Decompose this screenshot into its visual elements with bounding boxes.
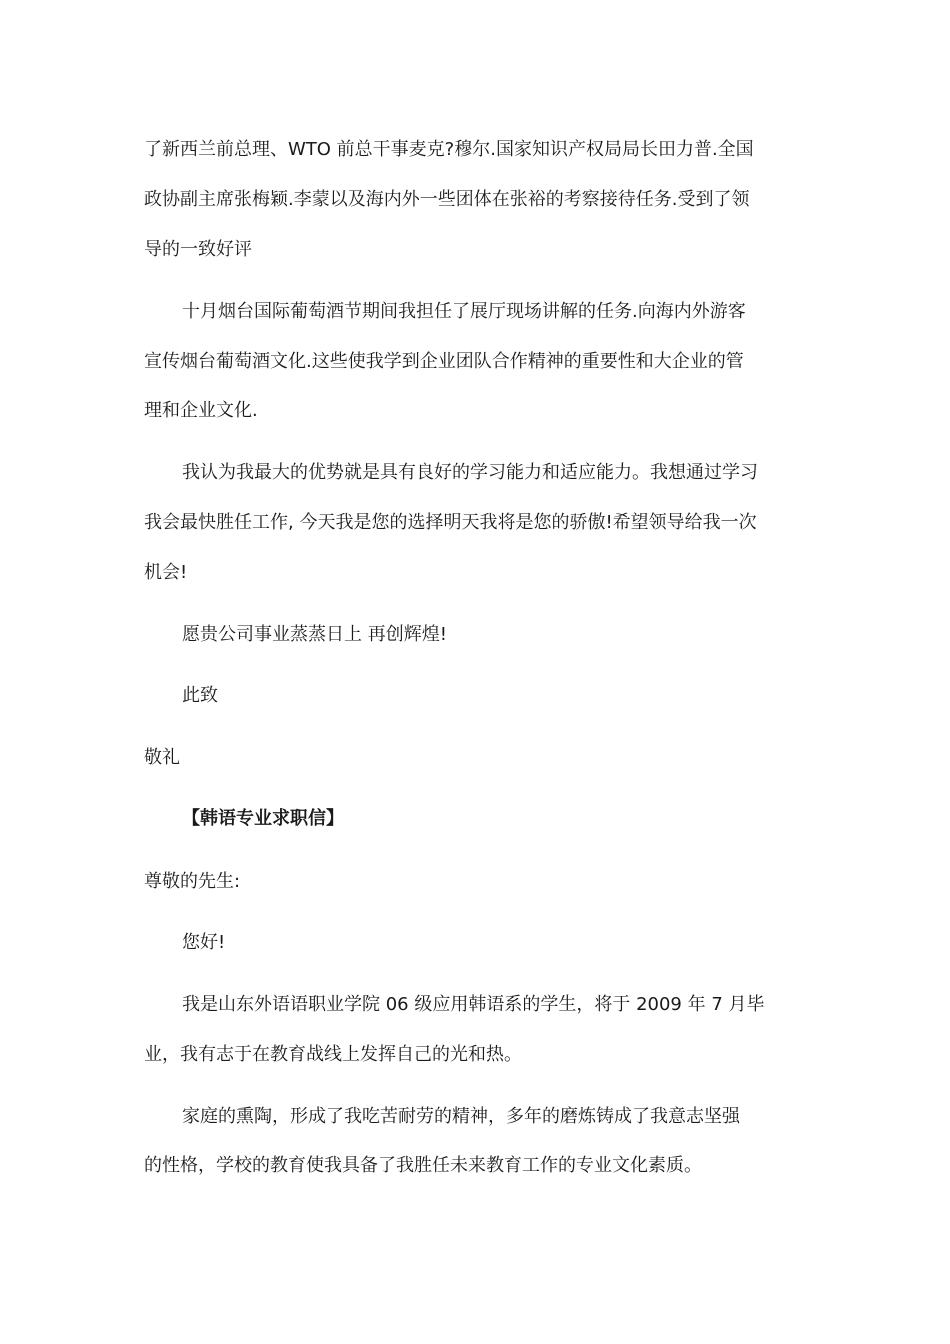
paragraph-line: 的性格，学校的教育使我具备了我胜任未来教育工作的专业文化素质。 bbox=[144, 1155, 702, 1176]
paragraph-line: 十月烟台国际葡萄酒节期间我担任了展厅现场讲解的任务.向海内外游客 bbox=[182, 301, 746, 322]
paragraph-line: 了新西兰前总理、WTO 前总干事麦克?穆尔.国家知识产权局局长田力普.全国 bbox=[144, 139, 754, 160]
paragraph-line: 宣传烟台葡萄酒文化.这些使我学到企业团队合作精神的重要性和大企业的管 bbox=[144, 351, 744, 372]
paragraph-line: 机会! bbox=[144, 562, 188, 583]
greeting: 您好! bbox=[182, 932, 226, 953]
closing-wish: 愿贵公司事业蒸蒸日上 再创辉煌! bbox=[182, 624, 447, 645]
closing-jing-li: 敬礼 bbox=[144, 747, 180, 768]
salutation: 尊敬的先生: bbox=[144, 871, 241, 892]
paragraph-line: 政协副主席张梅颖.李蒙以及海内外一些团体在张裕的考察接待任务.受到了领 bbox=[144, 189, 750, 210]
closing-ci-zhi: 此致 bbox=[182, 685, 218, 706]
paragraph-line: 我会最快胜任工作, 今天我是您的选择明天我将是您的骄傲!希望领导给我一次 bbox=[144, 512, 757, 533]
paragraph-line: 我是山东外语语职业学院 06 级应用韩语系的学生，将于 2009 年 7 月毕 bbox=[182, 994, 765, 1015]
paragraph-line: 理和企业文化. bbox=[144, 400, 258, 421]
paragraph-line: 我认为我最大的优势就是具有良好的学习能力和适应能力。我想通过学习 bbox=[182, 462, 758, 483]
paragraph-line: 家庭的熏陶，形成了我吃苦耐劳的精神，多年的磨炼铸成了我意志坚强 bbox=[182, 1106, 740, 1127]
paragraph-line: 业，我有志于在教育战线上发挥自己的光和热。 bbox=[144, 1044, 522, 1065]
paragraph-line: 导的一致好评 bbox=[144, 239, 252, 260]
section-title: 【韩语专业求职信】 bbox=[182, 808, 344, 829]
